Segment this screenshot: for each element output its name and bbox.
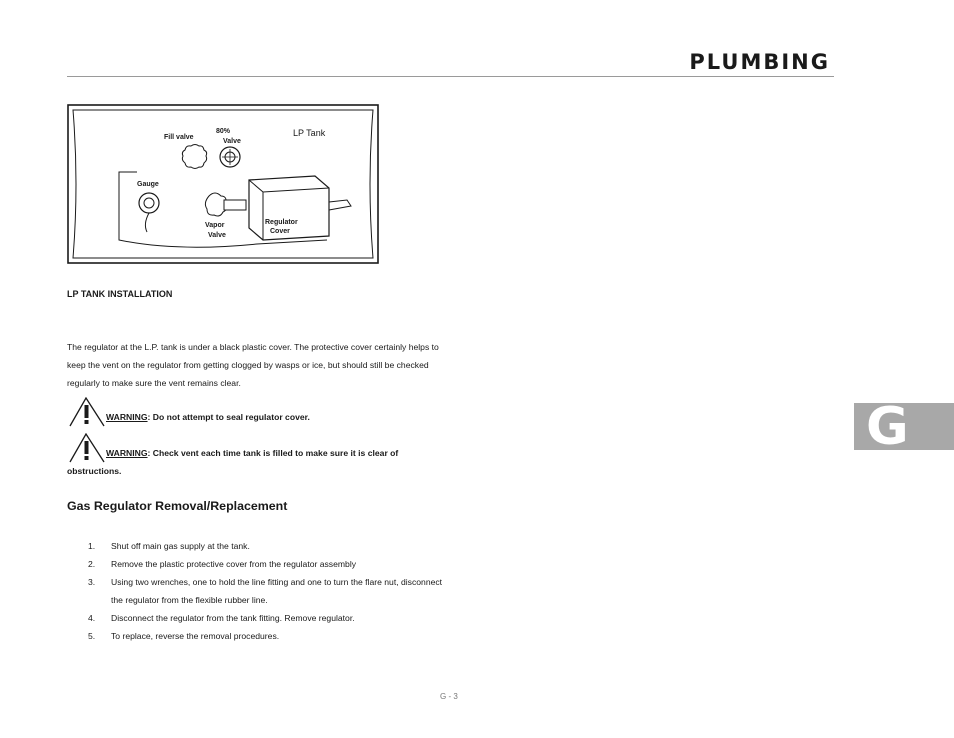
regulator-cover-label: Regulator xyxy=(265,219,298,226)
step-number: 2. xyxy=(88,559,96,569)
list-item xyxy=(67,573,447,609)
section-heading: Gas Regulator Removal/Replacement xyxy=(67,499,288,513)
list-item xyxy=(67,555,447,573)
fill-valve-label: Fill valve xyxy=(164,134,194,141)
header-rule xyxy=(67,76,834,77)
step-number: 4. xyxy=(88,613,96,623)
list-item xyxy=(67,609,447,627)
lp-tank-diagram xyxy=(67,104,379,264)
warning-triangle-icon xyxy=(67,397,107,427)
steps-list xyxy=(67,537,447,645)
lp-tank-figure xyxy=(67,104,379,264)
valve-80-label: 80% xyxy=(216,128,231,135)
step-number: 3. xyxy=(88,577,96,587)
step-text: Disconnect the regulator from the tank fitting. Remove regulator. xyxy=(111,613,355,623)
warning-text: : Do not attempt to seal regulator cover. xyxy=(147,412,310,422)
warning-label: WARNING xyxy=(106,448,148,458)
valve-80-label-2: Valve xyxy=(223,138,241,145)
page-title: PLUMBING xyxy=(689,50,830,74)
step-text: Remove the plastic protective cover from the regulator assembly xyxy=(111,559,357,569)
page-number: G - 3 xyxy=(440,692,458,701)
step-text: To replace, reverse the removal procedures. xyxy=(111,631,280,641)
regulator-cover-label-2: Cover xyxy=(270,228,290,235)
warning-triangle-icon xyxy=(67,433,107,463)
vapor-valve-label: Vapor xyxy=(205,222,225,229)
list-item xyxy=(67,627,447,645)
body-paragraph: The regulator at the L.P. tank is under a black plastic cover. The protective cover certainly helps to keep the vent on the regulator from getting clogged by wasps or ice, but should still be checked regularly to make sure the vent remains clear. xyxy=(67,342,439,389)
figure-caption: LP TANK INSTALLATION xyxy=(67,289,173,299)
gauge-label: Gauge xyxy=(137,181,159,188)
section-tab xyxy=(854,403,954,450)
warning-2 xyxy=(67,433,439,480)
warning-text: : Check vent each time tank is filled to make sure it is clear of obstructions. xyxy=(67,448,399,477)
step-number: 1. xyxy=(88,541,96,551)
list-item xyxy=(67,537,447,555)
lp-tank-label: LP Tank xyxy=(293,128,326,138)
step-text: Using two wrenches, one to hold the line fitting and one to turn the flare nut, disconnect the regulator from the flexible rubber line. xyxy=(111,577,443,605)
warning-label: WARNING xyxy=(106,412,148,422)
step-text: Shut off main gas supply at the tank. xyxy=(111,541,250,551)
vapor-valve-label-2: Valve xyxy=(208,232,226,239)
step-number: 5. xyxy=(88,631,96,641)
section-tab-letter: G xyxy=(866,403,909,450)
